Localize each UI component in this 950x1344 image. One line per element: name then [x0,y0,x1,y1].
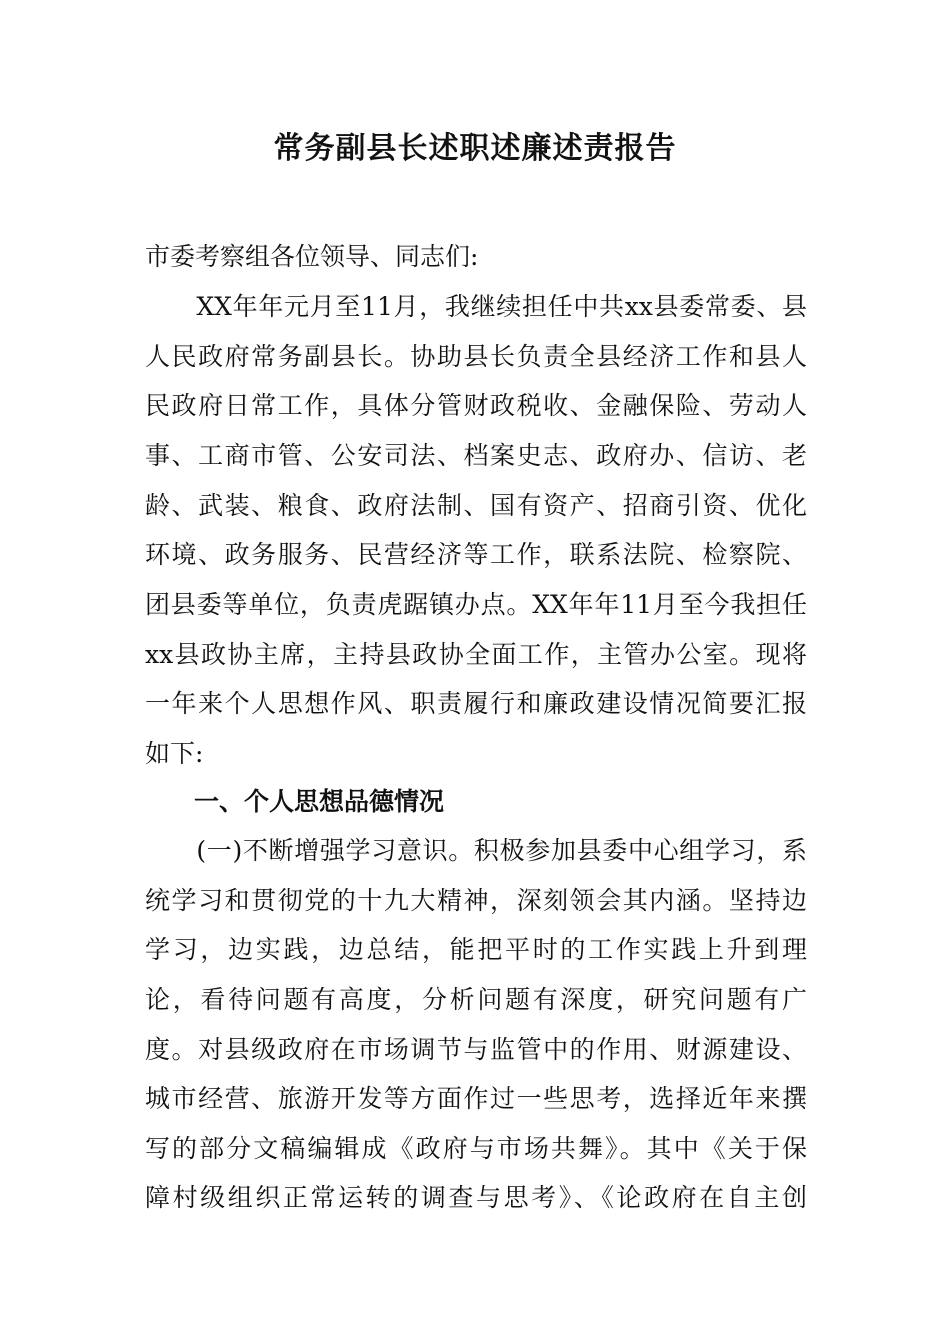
paragraph1-line: 人民政府常务副县长。协助县长负责全县经济工作和县人 [145,342,807,371]
paragraph2-line: 障村级组织正常运转的调查与思考》、《论政府在自主创 [145,1183,807,1212]
paragraph1-line: 团县委等单位，负责虎踞镇办点。XX年年11月至今我担任 [145,590,807,619]
paragraph1-line: 如下: [145,739,204,768]
paragraph1-line: XX年年元月至11月，我继续担任中共xx县委常委、县 [145,292,807,321]
paragraph2-line: 学习，边实践，边总结，能把平时的工作实践上升到理 [145,935,807,964]
paragraph1-line: 民政府日常工作，具体分管财政税收、金融保险、劳动人 [145,391,807,420]
paragraph1-line: xx县政协主席，主持县政协全面工作，主管办公室。现将 [145,640,807,669]
section-heading: 一、个人思想品德情况 [194,787,445,816]
document-title: 常务副县长述职述廉述责报告 [273,131,677,166]
paragraph2-line: 写的部分文稿编辑成《政府与市场共舞》。其中《关于保 [145,1134,807,1163]
paragraph2-line: 度。对县级政府在市场调节与监管中的作用、财源建设、 [145,1035,807,1064]
paragraph2-line: 论，看待问题有高度，分析问题有深度，研究问题有广 [145,985,807,1014]
paragraph2-line: (一)不断增强学习意识。积极参加县委中心组学习，系 [145,836,807,865]
salutation: 市委考察组各位领导、同志们: [145,242,479,271]
paragraph1-line: 环境、政务服务、民营经济等工作，联系法院、检察院、 [145,540,807,569]
paragraph1-line: 事、工商市管、公安司法、档案史志、政府办、信访、老 [145,441,807,470]
paragraph1-line: 龄、武装、粮食、政府法制、国有资产、招商引资、优化 [145,491,807,520]
paragraph1-line: 一年来个人思想作风、职责履行和廉政建设情况简要汇报 [145,689,807,718]
paragraph2-line: 城市经营、旅游开发等方面作过一些思考，选择近年来撰 [145,1084,807,1113]
paragraph2-line: 统学习和贯彻党的十九大精神，深刻领会其内涵。坚持边 [145,886,807,915]
